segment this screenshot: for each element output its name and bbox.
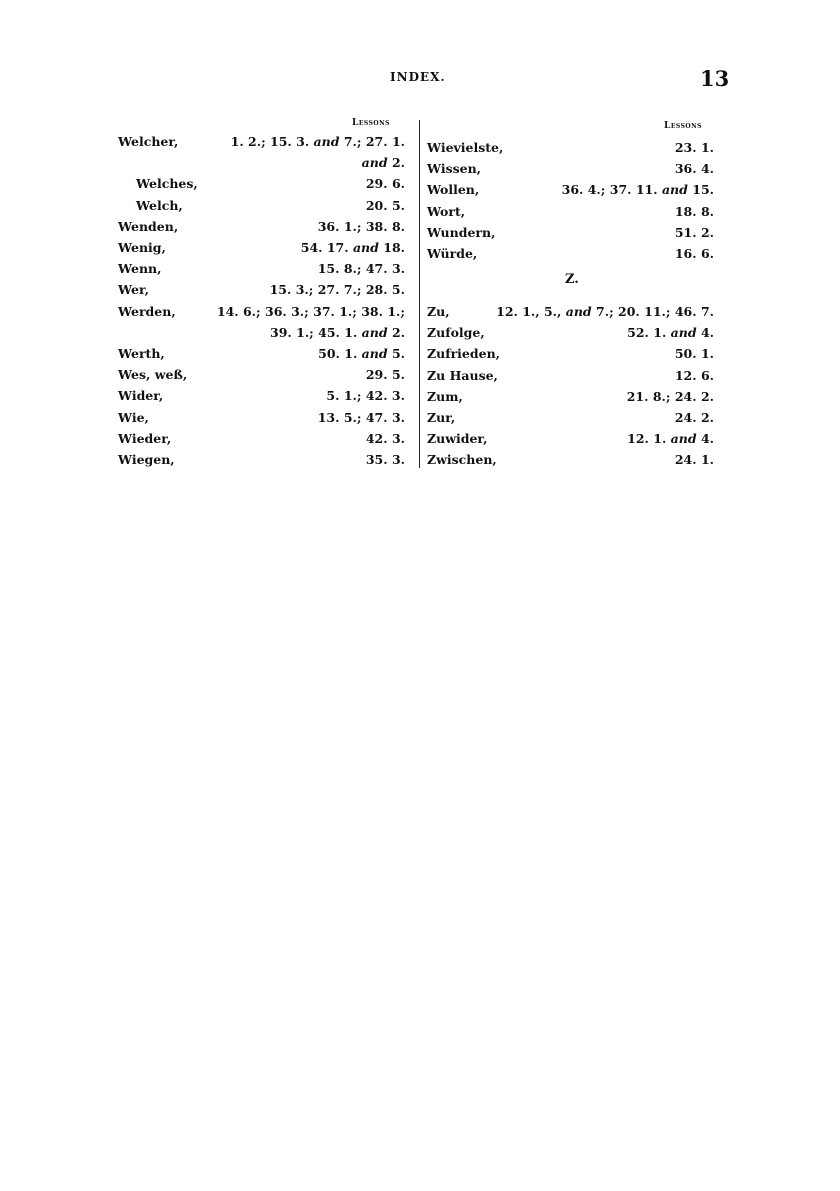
left-lessons-heading: Lessons	[352, 118, 390, 128]
index-reference: 51. 2.	[674, 224, 714, 240]
index-reference: 15. 3.; 27. 7.; 28. 5.	[269, 282, 405, 298]
right-lessons-heading: Lessons	[664, 121, 702, 131]
index-reference: 29. 5.	[365, 367, 405, 383]
index-entry	[118, 176, 405, 197]
index-reference: 15. 8.; 47. 3.	[317, 261, 405, 277]
index-term: Wieder,	[118, 430, 172, 446]
index-term: Wiegen,	[118, 452, 175, 467]
index-term: Wenden,	[118, 218, 179, 234]
index-reference: 14. 6.; 36. 3.; 37. 1.; 38. 1.;	[216, 303, 405, 319]
index-term: Wer,	[118, 282, 149, 298]
index-reference: 12. 1., 5., and 7.; 20. 11.; 46. 7.	[496, 304, 714, 319]
index-entry	[427, 204, 714, 225]
column-divider	[419, 120, 420, 468]
index-entry	[118, 219, 405, 240]
index-reference: 23. 1.	[674, 140, 714, 155]
index-reference: 20. 5.	[365, 197, 405, 213]
index-entry	[427, 161, 714, 182]
index-term: Zur,	[427, 410, 456, 425]
index-entry	[118, 240, 405, 261]
index-entry	[118, 325, 405, 346]
index-entry	[427, 431, 714, 452]
index-entry	[427, 368, 714, 389]
index-reference: 50. 1.	[674, 346, 714, 362]
index-term: Wort,	[427, 203, 466, 219]
index-entry	[427, 346, 714, 367]
index-entry	[427, 225, 714, 246]
index-term: Zwischen,	[427, 452, 497, 468]
index-reference: 36. 1.; 38. 8.	[317, 218, 405, 234]
index-entry	[427, 182, 714, 203]
index-entry	[118, 410, 405, 431]
index-entry	[118, 282, 405, 303]
index-term: Wider,	[118, 388, 164, 404]
index-entry	[118, 198, 405, 219]
index-reference: 42. 3.	[365, 430, 405, 446]
index-reference: and 2.	[361, 155, 405, 171]
index-term: Zuwider,	[427, 431, 488, 447]
index-term: Wie,	[118, 409, 149, 425]
page-title: INDEX.	[390, 70, 446, 84]
index-term: Wissen,	[427, 161, 482, 177]
index-entry	[427, 140, 714, 161]
page-number: 13	[700, 66, 730, 91]
index-entry	[118, 367, 405, 388]
index-term: Welch,	[136, 197, 183, 213]
index-reference: 54. 17. and 18.	[300, 240, 405, 255]
index-term: Zu Hause,	[427, 367, 498, 383]
index-reference: 24. 2.	[674, 410, 714, 425]
index-entry	[118, 346, 405, 367]
index-entry	[118, 155, 405, 176]
index-reference: 12. 1. and 4.	[627, 431, 714, 447]
index-entry	[427, 325, 714, 346]
index-term: Zu,	[427, 304, 450, 319]
index-entry	[118, 388, 405, 409]
index-term: Wes, weß,	[118, 367, 188, 383]
index-reference: 5. 1.; 42. 3.	[326, 388, 405, 404]
index-entry	[118, 134, 405, 155]
index-entry	[427, 410, 714, 431]
index-reference: 13. 5.; 47. 3.	[317, 409, 405, 425]
index-reference: 24. 1.	[674, 452, 714, 468]
index-entry	[427, 304, 714, 325]
index-reference: 50. 1. and 5.	[318, 346, 405, 361]
index-entry	[427, 452, 714, 473]
index-reference: 16. 6.	[674, 246, 714, 261]
index-reference: 29. 6.	[365, 176, 405, 192]
index-term: Welcher,	[118, 134, 179, 149]
index-reference: 35. 3.	[365, 452, 405, 467]
index-reference: 52. 1. and 4.	[627, 325, 714, 341]
index-entry	[118, 452, 405, 473]
index-entry	[118, 431, 405, 452]
index-entry	[118, 261, 405, 282]
index-term: Welches,	[136, 176, 198, 192]
index-reference: 39. 1.; 45. 1. and 2.	[270, 324, 405, 340]
index-reference: 1. 2.; 15. 3. and 7.; 27. 1.	[230, 134, 405, 149]
letter-heading-z: Z.	[565, 272, 579, 287]
index-term: Wenn,	[118, 261, 162, 277]
index-reference: 21. 8.; 24. 2.	[626, 388, 714, 404]
index-term: Zufolge,	[427, 325, 485, 341]
index-entry	[118, 304, 405, 325]
index-term: Wollen,	[427, 182, 480, 198]
index-reference: 36. 4.; 37. 11. and 15.	[561, 182, 714, 198]
index-term: Werth,	[118, 346, 165, 361]
index-term: Werden,	[118, 303, 176, 319]
index-entry	[427, 389, 714, 410]
index-term: Wenig,	[118, 240, 166, 255]
index-reference: 18. 8.	[674, 203, 714, 219]
index-term: Zum,	[427, 388, 463, 404]
index-reference: 12. 6.	[674, 367, 714, 383]
index-term: Wundern,	[427, 224, 496, 240]
index-entry	[427, 246, 714, 267]
index-term: Würde,	[427, 246, 478, 261]
index-reference: 36. 4.	[674, 161, 714, 177]
index-term: Zufrieden,	[427, 346, 501, 362]
index-term: Wievielste,	[427, 140, 504, 155]
